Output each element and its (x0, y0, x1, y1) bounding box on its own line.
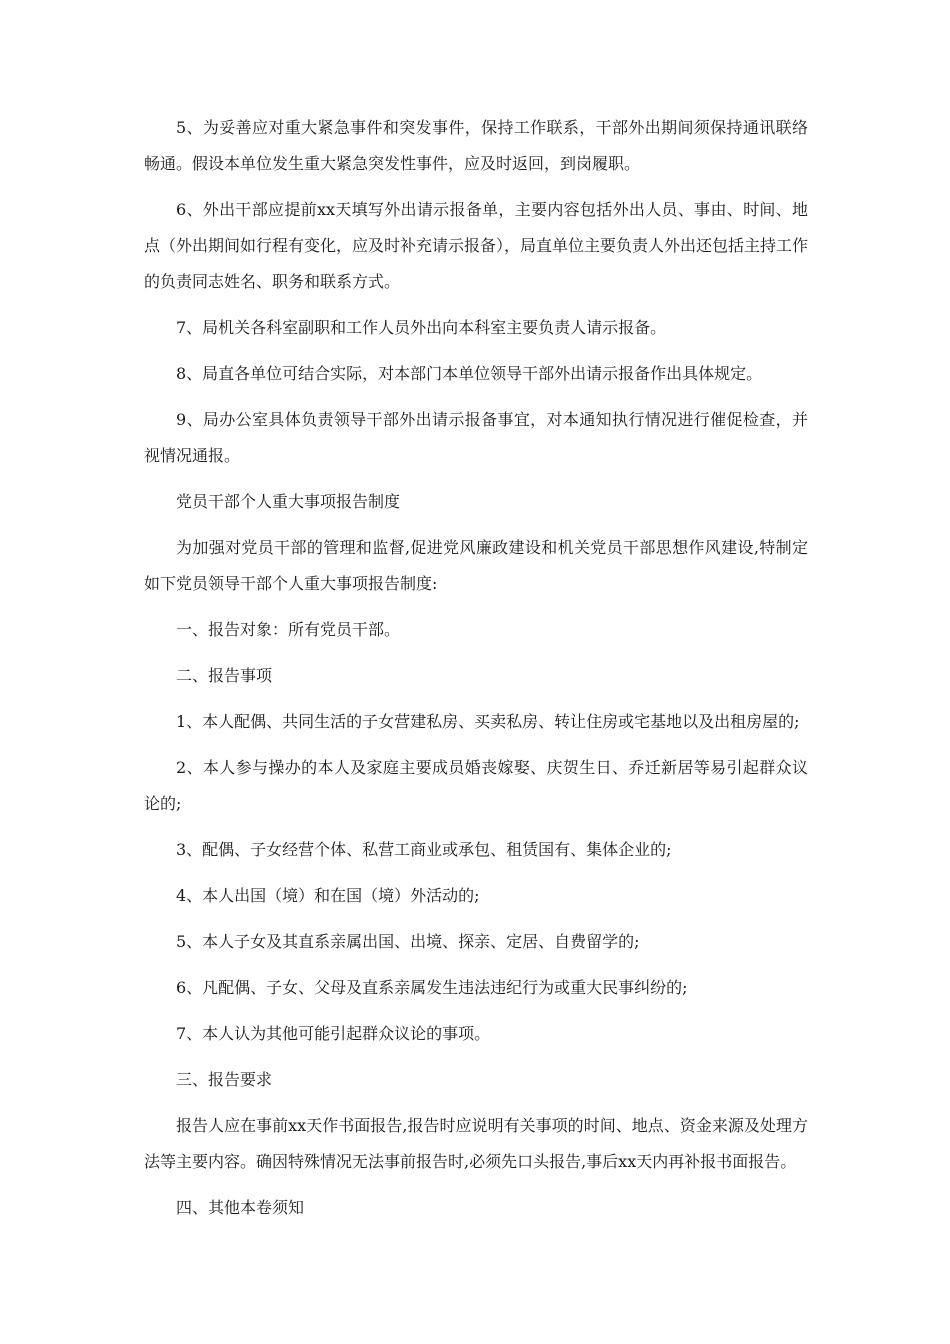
paragraph-item-9: 9、局办公室具体负责领导干部外出请示报备事宜，对本通知执行情况进行催促检查，并视情况通报。 (144, 410, 808, 465)
matter-item-6: 6、凡配偶、子女、父母及直系亲属发生违法违纪行为或重大民事纠纷的; (176, 978, 688, 997)
document-body (144, 110, 808, 1236)
heading-report-requirements: 三、报告要求 (176, 1070, 273, 1089)
paragraph-item-8: 8、局直各单位可结合实际，对本部门本单位领导干部外出请示报备作出具体规定。 (176, 364, 763, 383)
matter-item-1: 1、本人配偶、共同生活的子女营建私房、买卖私房、转让住房或宅基地以及出租房屋的; (176, 712, 800, 731)
heading-report-target: 一、报告对象：所有党员干部。 (176, 620, 401, 639)
requirements-paragraph: 报告人应在事前xx天作书面报告,报告时应说明有关事项的时间、地点、资金来源及处理方法等主要内容。确因特殊情况无法事前报告时,必须先口头报告,事后xx天内再补报书面报告。 (144, 1116, 808, 1171)
matter-item-2: 2、本人参与操办的本人及家庭主要成员婚丧嫁娶、庆贺生日、乔迁新居等易引起群众议论的; (144, 758, 808, 813)
matter-item-7: 7、本人认为其他可能引起群众议论的事项。 (176, 1024, 491, 1043)
matter-item-3: 3、配偶、子女经营个体、私营工商业或承包、租赁国有、集体企业的; (176, 840, 672, 859)
heading-report-matters: 二、报告事项 (176, 666, 273, 685)
paragraph-item-7: 7、局机关各科室副职和工作人员外出向本科室主要负责人请示报备。 (176, 318, 667, 337)
paragraph-item-5: 5、为妥善应对重大紧急事件和突发事件，保持工作联系，干部外出期间须保持通讯联络畅通。假设本单位发生重大紧急突发性事件，应及时返回，到岗履职。 (144, 118, 808, 173)
intro-paragraph: 为加强对党员干部的管理和监督,促进党风廉政建设和机关党员干部思想作风建设,特制定如下党员领导干部个人重大事项报告制度: (144, 538, 808, 593)
section-title: 党员干部个人重大事项报告制度 (176, 492, 401, 511)
matter-item-4: 4、本人出国（境）和在国（境）外活动的; (176, 886, 480, 905)
matter-item-5: 5、本人子女及其直系亲属出国、出境、探亲、定居、自费留学的; (176, 932, 640, 951)
paragraph-item-6: 6、外出干部应提前xx天填写外出请示报备单，主要内容包括外出人员、事由、时间、地点（外出期间如行程有变化，应及时补充请示报备），局直单位主要负责人外出还包括主持工作的负责同志姓名、职务和联系方式。 (144, 200, 809, 291)
heading-other-notes: 四、其他本卷须知 (176, 1198, 305, 1217)
